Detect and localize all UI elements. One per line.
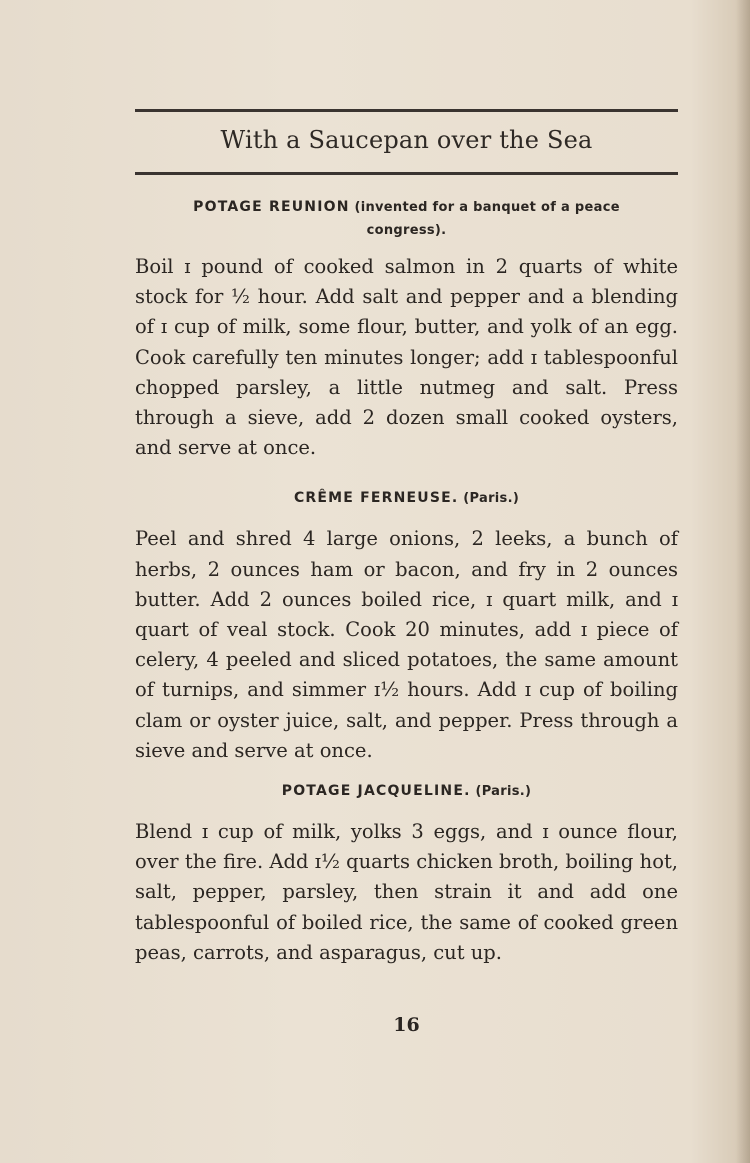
recipe-body-creme-ferneuse: Peel and shred 4 large onions, 2 leeks, a bunch of herbs, 2 ounces ham or bacon, and fry in 2 ounces butter. Add 2 ounces boiled rice, ɪ quart milk, and ɪ quart of veal stock. Cook 20 minutes, add ɪ piece of celery, 4 peeled and sliced potatoes, the same amount of turnips, and simmer ɪ½ hours. Add ɪ cup of boiling clam or oyster juice, salt, and pepper. Press through a sieve and serve at once.	[135, 527, 678, 762]
recipe-body-potage-jacqueline: Blend ɪ cup of milk, yolks 3 eggs, and ɪ ounce flour, over the fire. Add ɪ½ quarts chicken broth, boiling hot, salt, pepper, parsley, then strain it and add one tablespoonful of boiled rice, the same of cooked green peas, carrots, and asparagus, cut up.	[135, 820, 678, 964]
page-content	[135, 196, 678, 968]
recipe-heading-potage-reunion	[135, 196, 678, 242]
recipe-note: (Paris.)	[470, 784, 532, 800]
header-rule-top	[135, 109, 678, 112]
page-edge-shadow	[736, 0, 750, 1163]
header-rule-bottom	[135, 172, 678, 175]
recipe-note: (Paris.)	[458, 491, 520, 507]
recipe-name: POTAGE JACQUELINE.	[281, 783, 471, 800]
recipe-name: CRÊME FERNEUSE.	[293, 490, 459, 507]
recipe-body-potage-reunion: Boil ɪ pound of cooked salmon in 2 quarts of white stock for ½ hour. Add salt and pepper and a blending of ɪ cup of milk, some flour, butter, and yolk of an egg. Cook carefully ten minutes longer; add ɪ tablespoonful chopped parsley, a little nutmeg and salt. Press through a sieve, add 2 dozen small cooked oysters, and serve at once.	[135, 255, 678, 460]
recipe-heading-creme-ferneuse	[135, 487, 678, 510]
recipe-note: (invented for a banquet of a peace congress).	[349, 200, 620, 238]
recipe-heading-potage-jacqueline	[135, 780, 678, 803]
recipe-name: POTAGE REUNION	[193, 199, 350, 215]
page-number: 16	[393, 1014, 420, 1036]
running-head: With a Saucepan over the Sea	[220, 126, 593, 154]
